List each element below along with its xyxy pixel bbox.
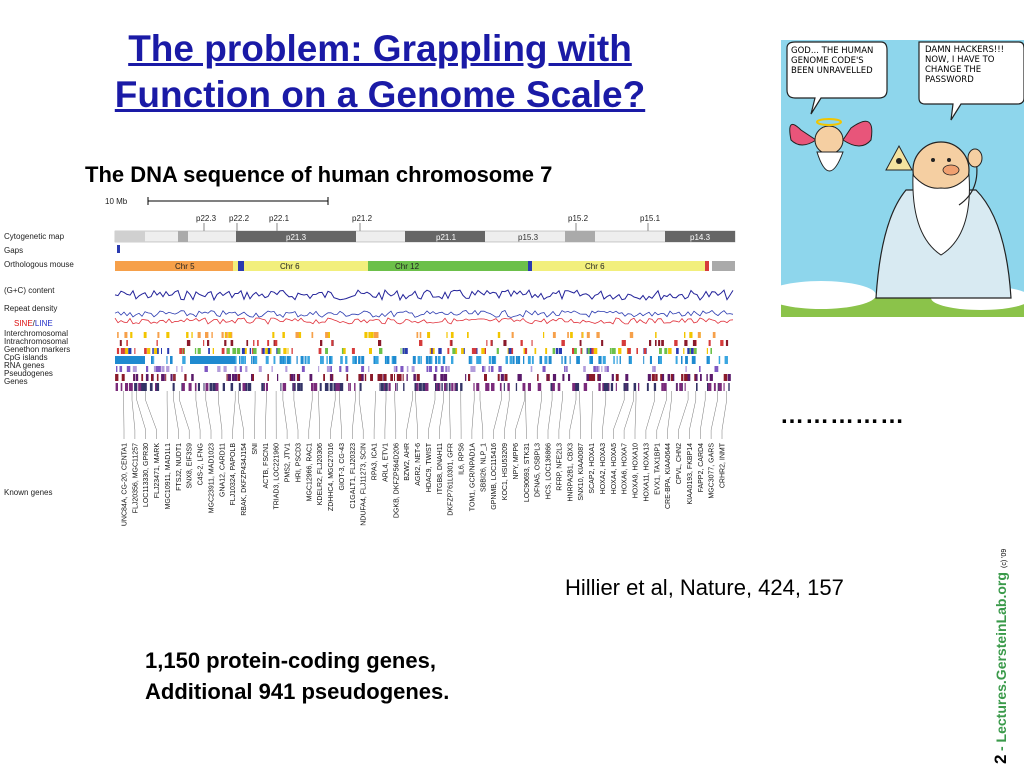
- track-label: Gaps: [4, 246, 24, 255]
- track-label: CpG islands: [4, 353, 48, 362]
- track-label: Interchromosomal: [4, 329, 69, 338]
- track-label: Cytogenetic map: [4, 232, 65, 241]
- mouse-chr-label: Chr 5: [175, 262, 195, 271]
- known-gene-label: FLJ23471, MARK: [154, 443, 162, 499]
- gene-stats: [145, 645, 449, 707]
- bubble-right: DAMN HACKERS!!! NOW, I HAVE TO CHANGE THE PASSWORD: [925, 45, 1005, 85]
- band-label: p22.1: [269, 214, 290, 223]
- known-gene-label: GIOT-3, CG-43: [339, 443, 346, 491]
- known-gene-label: C1GALT1, FLJ20323: [349, 443, 357, 509]
- mouse-chr-label: Chr 6: [585, 262, 605, 271]
- known-gene-label: RPA3, ICA1: [371, 443, 379, 481]
- band-label: p15.1: [640, 214, 661, 223]
- known-gene-label: KIAA0193, FKBP14: [686, 443, 694, 505]
- known-gene-label: FTSJ2, NUDT1: [175, 443, 183, 491]
- known-gene-label: ACTB, FSCN1: [262, 443, 270, 489]
- known-gene-label: TRIAD3, LOC221960: [273, 443, 281, 510]
- known-gene-label: IL6, RPS6: [458, 443, 466, 475]
- sine-density-line: [115, 318, 733, 324]
- known-gene-label: C4S-2, LFNG: [197, 443, 205, 486]
- track-label: (G+C) content: [4, 286, 55, 295]
- known-gene-label: MGC3077, GARS: [708, 443, 716, 499]
- inner-band-label: p14.3: [690, 233, 711, 242]
- known-gene-label: SNI: [252, 443, 259, 455]
- band-label: p22.3: [196, 214, 217, 223]
- known-gene-label: HNRPA2B1, CBX3: [567, 443, 575, 502]
- known-gene-label: HOXA4, HOXA5: [610, 443, 618, 495]
- known-gene-label: HCS, LOC136866: [545, 443, 553, 500]
- cytogenetic-map: [115, 231, 735, 242]
- known-gene-label: UNC84A, CG-20, CENTA1: [121, 443, 129, 527]
- orthologous-mouse-track: [115, 261, 735, 271]
- known-gene-label: BZW2, AHR: [404, 443, 412, 481]
- known-gene-label: GNA12, CARD11: [219, 443, 227, 497]
- band-label: p15.2: [568, 214, 589, 223]
- known-gene-label: EVX1, TAX1BP1: [654, 443, 662, 495]
- repeat-legend: SINE/LINE: [14, 319, 53, 328]
- track-labels: [4, 232, 74, 497]
- marker-tracks: [115, 332, 731, 391]
- known-gene-label: KOC1, HSU53209: [502, 443, 509, 501]
- known-gene-label: LOC90693, STK31: [523, 443, 531, 503]
- track-label: Known genes: [4, 488, 53, 497]
- stats-line-2: Additional 941 pseudogenes.: [145, 679, 450, 704]
- known-gene-label: SNX8, EIF3S9: [186, 443, 194, 489]
- gc-content-line: [115, 290, 733, 300]
- known-gene-label: HDAC9, TWIST: [425, 443, 433, 493]
- god-hackers-cartoon: [781, 40, 1024, 317]
- known-gene-label: MGC10911, MAD1L1: [165, 443, 172, 510]
- known-gene-label: MGC12966, RAC1: [306, 443, 314, 502]
- stats-line-1: 1,150 protein-coding genes,: [145, 648, 436, 673]
- known-gene-label: CPVL, CHN2: [676, 443, 683, 485]
- known-gene-label: DFNA5, OSBPL3: [534, 443, 542, 498]
- track-label: Genethon markers: [4, 345, 71, 354]
- known-gene-label: NPY, MPP6: [512, 443, 520, 480]
- known-gene-label: CRHR2, INMT: [719, 443, 727, 489]
- track-label: Genes: [4, 377, 28, 386]
- known-gene-label: FAPP2, CARD4: [697, 443, 705, 493]
- band-label: p21.2: [352, 214, 373, 223]
- known-gene-label: ITGB8, DNAH11: [436, 443, 444, 495]
- slide-title: [30, 26, 730, 118]
- known-gene-label: FLJ20356, MGC11257: [132, 443, 140, 514]
- known-gene-labels: [122, 442, 727, 526]
- track-label: Orthologous mouse: [4, 260, 74, 269]
- track-label: Repeat density: [4, 304, 58, 313]
- known-gene-label: KDELR2, FLJ20306: [317, 443, 325, 506]
- known-gene-label: HOXA11, HOXA13: [643, 443, 651, 502]
- known-gene-label: RFRP, NFE2L3: [556, 443, 564, 491]
- known-gene-label: CRE-BPA, KIAA0644: [665, 443, 673, 510]
- band-labels: [196, 214, 661, 231]
- ellipsis: ……………: [780, 402, 905, 429]
- gene-leader-lines: [124, 391, 727, 439]
- track-label: Pseudogenes: [4, 369, 53, 378]
- known-gene-label: ARL4, ETV1: [382, 443, 390, 482]
- known-gene-label: TOM1, GCR/NPAD1A: [469, 443, 477, 512]
- title-line-1: The problem: Grappling with: [128, 28, 632, 69]
- known-gene-label: DKFZP761L0301, GFR: [447, 443, 455, 516]
- gap-marker: [117, 245, 120, 253]
- known-gene-label: ZDHHC4, MGC27016: [328, 443, 336, 512]
- title-line-2: Function on a Genome Scale?: [114, 74, 646, 115]
- known-gene-label: HOXA2, HOXA3: [599, 443, 607, 495]
- inner-band-label: p15.3: [518, 233, 539, 242]
- known-gene-label: PMS2, JTV1: [284, 443, 292, 483]
- track-label: RNA genes: [4, 361, 45, 370]
- known-gene-label: GPNMB, LOC115416: [491, 443, 499, 510]
- band-label: p22.2: [229, 214, 250, 223]
- known-gene-label: FLJ10324, PAPOLB: [230, 443, 238, 506]
- known-gene-label: AGR2, NET-6: [415, 443, 423, 486]
- known-gene-label: HOXA9, HOXA10: [632, 443, 640, 499]
- inner-band-label: p21.1: [436, 233, 457, 242]
- known-gene-label: SCAP2, HOXA1: [589, 443, 596, 494]
- track-label: Intrachromosomal: [4, 337, 69, 346]
- known-gene-label: MGC23911, MAD1023: [208, 443, 216, 514]
- scale-label: 10 Mb: [105, 197, 128, 206]
- line-density-line: [115, 311, 733, 318]
- mouse-chr-label: Chr 6: [280, 262, 300, 271]
- credit-site: - Lectures.GersteinLab.org: [993, 572, 1009, 751]
- slide-credit: [984, 520, 1024, 768]
- bubble-left: GOD... THE HUMAN GENOME CODE'S BEEN UNRAVELLED: [791, 46, 874, 76]
- page-number: 2: [991, 754, 1010, 764]
- credit-year: (c) '09: [1001, 548, 1008, 568]
- chromosome-7-figure: [0, 195, 745, 585]
- figure-subtitle: The DNA sequence of human chromosome 7: [85, 162, 553, 187]
- known-gene-label: LOC113330, GPR30: [143, 443, 151, 508]
- known-gene-label: NDUFA4, FLJ11273, SCIN: [360, 443, 368, 526]
- known-gene-label: SNX10, KIAA0087: [578, 443, 586, 501]
- mouse-chr-label: Chr 12: [395, 262, 420, 271]
- known-gene-label: HOXA6, HOXA7: [621, 443, 629, 495]
- known-gene-label: RBAK, DKFZP434J154: [241, 443, 249, 516]
- citation: Hillier et al, Nature, 424, 157: [565, 575, 844, 600]
- known-gene-label: HRI, PSCD3: [295, 443, 303, 483]
- inner-band-label: p21.3: [286, 233, 307, 242]
- known-gene-label: DGKB, DKFZP564D206: [393, 443, 401, 519]
- known-gene-label: SBBI26, NLP_1: [480, 443, 488, 493]
